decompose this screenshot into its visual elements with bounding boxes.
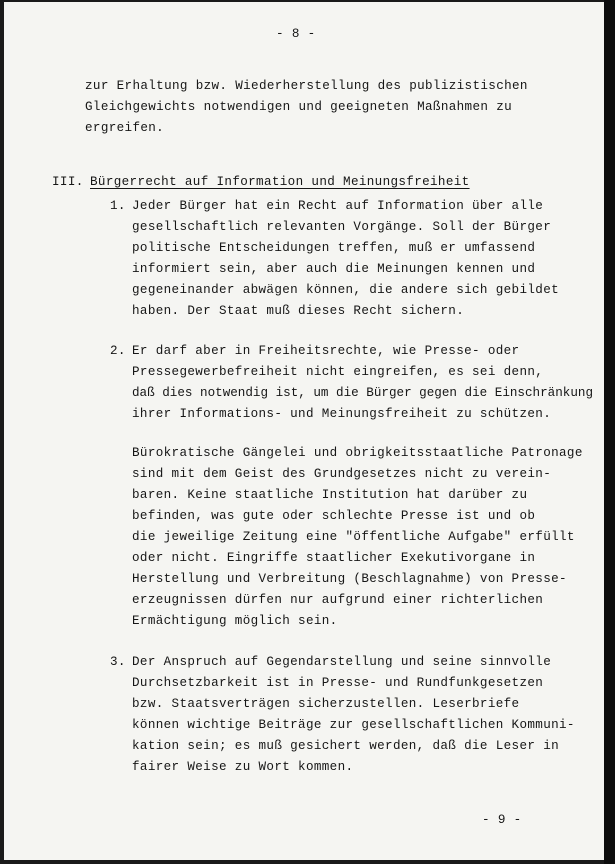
item-line: Er darf aber in Freiheitsrechte, wie Presse- oder — [132, 344, 520, 358]
item-line: baren. Keine staatliche Institution hat darüber zu — [132, 488, 528, 502]
item-line: gesellschaftlich relevanten Vorgänge. Soll der Bürger — [132, 220, 552, 234]
section-title: Bürgerrecht auf Information und Meinungsfreiheit — [90, 175, 470, 189]
item-number: 2. — [110, 344, 126, 358]
item-line: bzw. Staatsverträgen sicherzustellen. Leserbriefe — [132, 697, 520, 711]
next-page-marker: - 9 - — [482, 813, 522, 827]
intro-line: Gleichgewichts notwendigen und geeigneten Maßnahmen zu — [85, 100, 513, 114]
page-number: - 8 - — [276, 27, 316, 41]
scan-border — [604, 0, 615, 864]
item-line: Durchsetzbarkeit ist in Presse- und Rundfunkgesetzen — [132, 676, 544, 690]
item-line: Ermächtigung möglich sein. — [132, 614, 338, 628]
item-line: ihrer Informations- und Meinungsfreiheit zu schützen. — [132, 407, 552, 421]
intro-line: zur Erhaltung bzw. Wiederherstellung des publizistischen — [85, 79, 528, 93]
item-line: erzeugnissen dürfen nur aufgrund einer richterlichen — [132, 593, 544, 607]
item-line: Bürokratische Gängelei und obrigkeitsstaatliche Patronage — [132, 446, 583, 460]
item-line: informiert sein, aber auch die Meinungen kennen und — [132, 262, 536, 276]
item-line: sind mit dem Geist des Grundgesetzes nicht zu verein- — [132, 467, 552, 481]
item-line: die jeweilige Zeitung eine "öffentliche Aufgabe" erfüllt — [132, 530, 575, 544]
item-line: Herstellung und Verbreitung (Beschlagnahme) von Presse- — [132, 572, 567, 586]
item-line: Der Anspruch auf Gegendarstellung und seine sinnvolle — [132, 655, 552, 669]
section-number: III. — [52, 175, 84, 189]
item-line: befinden, was gute oder schlechte Presse ist und ob — [132, 509, 536, 523]
item-number: 3. — [110, 655, 126, 669]
item-line: fairer Weise zu Wort kommen. — [132, 760, 354, 774]
item-line: können wichtige Beiträge zur gesellschaftlichen Kommuni- — [132, 718, 575, 732]
item-number: 1. — [110, 199, 126, 213]
item-line: daß dies notwendig ist, um die Bürger gegen die Einschränkung — [132, 386, 594, 400]
intro-line: ergreifen. — [85, 121, 165, 135]
item-line: politische Entscheidungen treffen, muß er umfassend — [132, 241, 536, 255]
item-line: Pressegewerbefreiheit nicht eingreifen, es sei denn, — [132, 365, 544, 379]
item-line: kation sein; es muß gesichert werden, daß die Leser in — [132, 739, 560, 753]
item-line: haben. Der Staat muß dieses Recht sichern. — [132, 304, 465, 318]
item-line: Jeder Bürger hat ein Recht auf Information über alle — [132, 199, 544, 213]
item-line: gegeneinander abwägen können, die andere sich gebildet — [132, 283, 560, 297]
item-line: oder nicht. Eingriffe staatlicher Exekutivorgane in — [132, 551, 536, 565]
